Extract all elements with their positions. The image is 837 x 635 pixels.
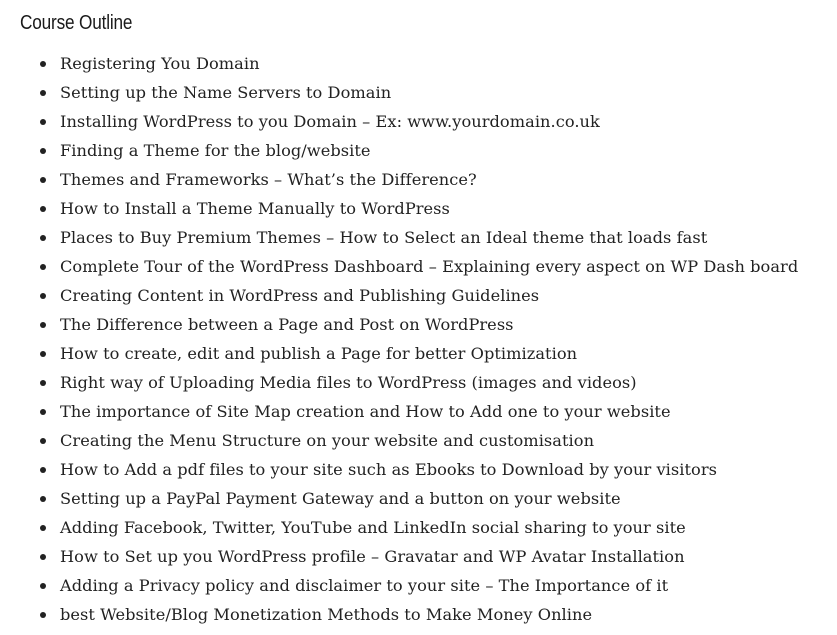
list-item-text: Adding Facebook, Twitter, YouTube and LinkedIn social sharing to your site [60,518,686,537]
list-item [20,281,837,310]
list-item [20,49,837,78]
list-item-text: Complete Tour of the WordPress Dashboard – Explaining every aspect on WP Dash board [60,257,799,276]
list-item [20,397,837,426]
bullet-icon [40,61,46,67]
list-item [20,252,837,281]
list-item [20,339,837,368]
bullet-icon [40,148,46,154]
list-item-text: Finding a Theme for the blog/website [60,141,371,160]
bullet-icon [40,322,46,328]
list-item [20,426,837,455]
list-item [20,310,837,339]
list-item [20,165,837,194]
bullet-icon [40,467,46,473]
list-item-text: Installing WordPress to you Domain – Ex: www.yourdomain.co.uk [60,112,600,131]
list-item-text: best Website/Blog Monetization Methods to Make Money Online [60,605,593,624]
list-item [20,542,837,571]
list-item-text: Right way of Uploading Media files to WordPress (images and videos) [60,373,637,392]
list-item-text: Themes and Frameworks – What’s the Difference? [60,170,477,189]
bullet-icon [40,177,46,183]
list-item-text: Creating Content in WordPress and Publishing Guidelines [60,286,540,305]
bullet-icon [40,293,46,299]
list-item [20,107,837,136]
list-item-text: Places to Buy Premium Themes – How to Select an Ideal theme that loads fast [60,228,708,247]
bullet-icon [40,206,46,212]
list-item [20,368,837,397]
course-outline-list [20,49,837,629]
list-item-text: How to create, edit and publish a Page for better Optimization [60,344,578,363]
list-item-text: Registering You Domain [60,54,260,73]
list-item-text: Creating the Menu Structure on your website and customisation [60,431,595,450]
bullet-icon [40,612,46,618]
list-item-text: Adding a Privacy policy and disclaimer to your site – The Importance of it [60,576,669,595]
list-item-text: The Difference between a Page and Post on WordPress [60,315,514,334]
list-item [20,78,837,107]
list-item [20,194,837,223]
bullet-icon [40,380,46,386]
bullet-icon [40,264,46,270]
list-item [20,455,837,484]
list-item-text: Setting up a PayPal Payment Gateway and a button on your website [60,489,621,508]
bullet-icon [40,119,46,125]
bullet-icon [40,90,46,96]
list-item-text: Setting up the Name Servers to Domain [60,83,392,102]
list-item-text: The importance of Site Map creation and How to Add one to your website [60,402,671,421]
list-item-text: How to Set up you WordPress profile – Gravatar and WP Avatar Installation [60,547,685,566]
list-item-text: How to Install a Theme Manually to WordPress [60,199,450,218]
list-item [20,571,837,600]
course-outline-section [20,10,837,629]
list-item [20,136,837,165]
bullet-icon [40,351,46,357]
bullet-icon [40,409,46,415]
bullet-icon [40,438,46,444]
bullet-icon [40,235,46,241]
bullet-icon [40,496,46,502]
list-item-text: How to Add a pdf files to your site such as Ebooks to Download by your visitors [60,460,717,479]
list-item [20,513,837,542]
bullet-icon [40,554,46,560]
list-item [20,600,837,629]
list-item [20,223,837,252]
bullet-icon [40,583,46,589]
bullet-icon [40,525,46,531]
list-item [20,484,837,513]
section-title: Course Outline [20,12,133,34]
